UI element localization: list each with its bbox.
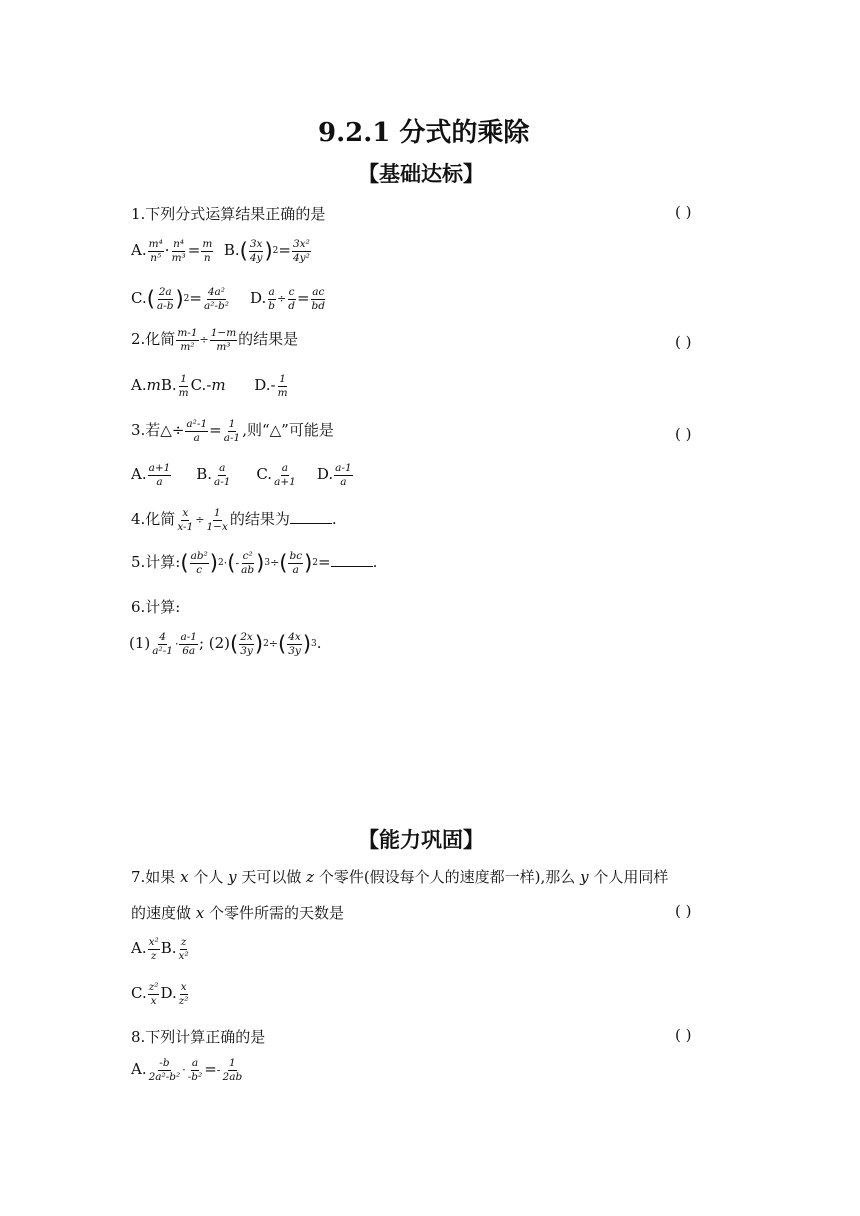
fraction — [178, 373, 190, 399]
denominator: b — [268, 299, 275, 312]
part-2-label: ; (2) — [198, 634, 231, 653]
question-7-line-1 — [131, 866, 668, 887]
denominator: m — [277, 386, 288, 399]
question-7-line-2 — [131, 902, 344, 923]
denominator: 2ab — [222, 1070, 243, 1083]
question-1-options-ab: A. $\frac{\text{m⁴}}{\text{n⁵}}$ · $\frac{\text{n⁴}}{\text{m³}}$ = $\frac{m}{n}$ B.( $\frac{3x}{4y}$ )2= $\frac{\text{3x²}}{\text{4y²}}$ — [131, 238, 310, 264]
left-paren: ( — [146, 287, 155, 312]
dot-sign: · — [223, 556, 228, 570]
right-paren: ) — [175, 287, 184, 312]
denominator: a — [340, 475, 347, 488]
question-4: 4.化简 $\frac{x}{x-1}$ ÷ $\frac{1}{1-x}$ 的结果为 . — [131, 507, 337, 533]
numerator: ab² — [190, 550, 208, 562]
numerator: a — [219, 462, 226, 474]
numerator: 4 — [159, 631, 166, 643]
fraction — [311, 286, 326, 312]
stem-text: 的结果是 — [238, 330, 299, 349]
answer-paren-3: ( ) — [675, 425, 692, 443]
fraction — [176, 327, 198, 353]
denominator: ab — [241, 563, 255, 576]
denominator: 4y — [249, 251, 263, 264]
var-y: y — [580, 868, 589, 886]
fraction — [287, 286, 296, 312]
divide-sign: ÷ — [270, 556, 280, 570]
option-c-label: C. — [131, 289, 147, 308]
option-a-label: A. — [131, 939, 147, 958]
left-paren: ( — [180, 551, 189, 576]
right-paren: ) — [264, 239, 273, 264]
numerator: a+1 — [148, 462, 171, 474]
fraction — [210, 327, 237, 353]
fraction — [148, 238, 164, 264]
divide-sign: ÷ — [268, 637, 279, 651]
denominator: 6a — [182, 644, 196, 657]
denominator: a — [193, 431, 200, 444]
question-5: 5.计算:( $\frac{\text{ab²}}{c}$ )2·(- $\frac{\text{c²}}{ab}$ )3÷( $\frac{bc}{a}$ )2= . — [131, 550, 378, 576]
question-1-stem: 1.下列分式运算结果正确的是 — [131, 205, 326, 223]
denominator: n⁵ — [150, 251, 162, 264]
question-7-options-cd — [131, 981, 190, 1007]
question-7-options-ab — [131, 936, 191, 962]
answer-paren-7: ( ) — [675, 902, 692, 920]
denominator: m³ — [171, 251, 186, 264]
minus-sign: - — [235, 556, 240, 570]
minus-sign: - — [216, 1063, 221, 1077]
divide-sign: ÷ — [195, 513, 205, 527]
left-paren: ( — [239, 239, 248, 264]
section-basic: 【基础达标】 — [358, 161, 484, 186]
denominator: -b² — [187, 1070, 203, 1083]
fraction — [148, 936, 160, 962]
numerator: 4x — [288, 631, 301, 643]
option-b-label: B. — [196, 465, 212, 484]
numerator: 1 — [228, 418, 236, 430]
stem-text: 2.化简 — [131, 330, 176, 349]
answer-paren-1: ( ) — [675, 203, 692, 221]
numerator: a-1 — [180, 631, 197, 643]
numerator: c — [288, 286, 295, 298]
fraction — [267, 286, 276, 312]
divide-sign: ÷ — [277, 292, 287, 306]
numerator: -b — [159, 1057, 170, 1069]
fraction — [178, 981, 190, 1007]
exponent: 3 — [311, 639, 317, 650]
question-2-stem — [131, 327, 298, 353]
fraction — [203, 286, 230, 312]
answer-paren-2: ( ) — [675, 333, 692, 351]
numerator: n⁴ — [173, 238, 185, 250]
question-8-stem: 8.下列计算正确的是 — [131, 1028, 266, 1046]
numerator: a — [191, 1057, 199, 1069]
denominator: m³ — [216, 340, 231, 353]
right-paren: ) — [304, 551, 313, 576]
numerator: x² — [148, 936, 159, 948]
page-title: 9.2.1 分式的乘除 — [318, 118, 530, 148]
numerator: 2x — [240, 631, 253, 643]
denominator: x-1 — [177, 520, 194, 533]
stem-text: 个人 — [188, 868, 229, 886]
option-b-label: B. — [160, 376, 177, 395]
denominator: x² — [178, 949, 189, 962]
fraction — [185, 418, 208, 444]
denominator: n — [203, 251, 211, 264]
option-a-label: A. — [131, 376, 147, 395]
numerator: 1−m — [210, 327, 237, 339]
left-paren: ( — [230, 632, 239, 657]
numerator: m — [202, 238, 213, 250]
fraction — [240, 550, 255, 576]
denominator: 2a²-b² — [148, 1070, 181, 1083]
left-paren: ( — [279, 551, 288, 576]
numerator: 2a — [158, 286, 172, 298]
exponent: 2 — [217, 558, 224, 569]
right-paren: ) — [209, 551, 218, 576]
denominator: d — [288, 299, 295, 312]
question-3-options — [131, 462, 354, 488]
fraction — [292, 238, 311, 264]
option-d-label: D. — [316, 465, 334, 484]
fraction — [179, 631, 198, 657]
stem-text: 个人用同样 — [588, 868, 669, 886]
option-c-label: C. — [131, 984, 147, 1003]
numerator: x — [182, 507, 189, 519]
right-paren: ) — [254, 632, 264, 657]
stem-text: ,则“△”可能是 — [242, 421, 334, 440]
exponent: 2 — [263, 639, 269, 650]
fraction — [178, 936, 190, 962]
option-a-label: A. — [131, 241, 147, 260]
option-a-label: A. — [131, 465, 147, 484]
denominator: a²-b² — [203, 299, 229, 312]
denominator: m — [178, 386, 189, 399]
fraction — [249, 238, 264, 264]
stem-text: 5.计算: — [131, 553, 181, 572]
fraction — [334, 462, 353, 488]
fraction — [273, 462, 297, 488]
fraction — [187, 1057, 203, 1083]
stem-text: 的速度做 — [131, 904, 196, 922]
exponent: 3 — [264, 558, 271, 569]
stem-text: 4.化简 — [131, 510, 176, 529]
question-2-options — [131, 373, 290, 399]
numerator: ac — [312, 286, 325, 298]
numerator: a²-1 — [186, 418, 208, 430]
part-1-label: (1) — [129, 634, 151, 653]
denominator: a+1 — [274, 475, 296, 488]
option-c-label: C.- — [190, 376, 212, 395]
var-z: z — [306, 868, 315, 886]
stem-text: 天可以做 — [236, 868, 307, 886]
answer-paren-8: ( ) — [675, 1026, 692, 1044]
exponent: 2 — [183, 294, 190, 305]
option-a-value: m — [146, 376, 161, 395]
denominator: c — [196, 563, 203, 576]
numerator: x — [180, 981, 187, 993]
dot-sign: · — [182, 1063, 186, 1077]
denominator: z — [150, 949, 157, 962]
denominator: a-1 — [223, 431, 241, 444]
option-c-label: C. — [256, 465, 273, 484]
fraction — [151, 631, 174, 657]
numerator: a — [281, 462, 289, 474]
denominator: 3y — [240, 644, 253, 657]
option-d-label: D. — [250, 289, 267, 308]
answer-blank[interactable] — [331, 554, 373, 567]
numerator: bc — [289, 550, 303, 562]
fraction — [148, 981, 160, 1007]
question-6-parts: (1) $\frac{4}{\text{a²-1}}$ · $\frac{a-1}{6a}$ ; (2)( $\frac{2x}{3y}$ )2÷( $\frac{4x}{3y}$ )3. — [129, 631, 322, 657]
fraction — [148, 1057, 182, 1083]
denominator: a-b — [156, 299, 174, 312]
option-d-label: D.- — [254, 376, 276, 395]
stem-text: 个零件所需的天数是 — [204, 904, 345, 922]
numerator: 1 — [229, 1057, 236, 1069]
fraction — [171, 238, 187, 264]
fraction — [222, 1057, 244, 1083]
fraction — [201, 238, 213, 264]
left-paren: ( — [278, 632, 287, 657]
option-a-label: A. — [131, 1060, 147, 1079]
numerator: 1 — [279, 373, 286, 385]
question-8-options: A. $\frac{-b}{\text{2a²-b²}}$ · $\frac{a}{\text{-b²}}$ =- $\frac{1}{2ab}$ — [131, 1057, 243, 1083]
numerator: 3x — [249, 238, 263, 250]
right-paren: ) — [256, 551, 265, 576]
section-ability: 【能力巩固】 — [358, 827, 484, 852]
divide-sign: ÷ — [199, 333, 209, 347]
fraction — [156, 286, 175, 312]
stem-text: 3.若△÷ — [131, 421, 185, 440]
stem-text: 的结果为 — [229, 510, 290, 529]
question-3-stem: 3.若△÷ $\frac{\text{a²-1}}{a}$ = $\frac{1}{a-1}$ ,则“△”可能是 — [131, 418, 334, 444]
denominator: 3y — [288, 644, 301, 657]
var-x: x — [180, 868, 189, 886]
denominator: 1−x — [206, 520, 228, 533]
numerator: z² — [148, 981, 159, 993]
var-x: x — [195, 904, 205, 922]
fraction — [213, 462, 232, 488]
left-paren: ( — [227, 551, 236, 576]
numerator: m-1 — [177, 327, 198, 339]
fraction — [277, 373, 289, 399]
fraction — [239, 631, 254, 657]
var-y: y — [228, 868, 237, 886]
fraction — [176, 507, 194, 533]
stem-text: 个零件(假设每个人的速度都一样),那么 — [314, 868, 581, 886]
numerator: z — [180, 936, 187, 948]
option-d-label: D. — [160, 984, 177, 1003]
fraction — [206, 507, 229, 533]
stem-text: 7.如果 — [131, 868, 181, 886]
numerator: 1 — [213, 507, 221, 519]
fraction — [287, 631, 302, 657]
numerator: 3x² — [292, 238, 310, 250]
option-b-label: B. — [223, 241, 240, 260]
denominator: z² — [178, 994, 189, 1007]
numerator: 1 — [180, 373, 187, 385]
right-paren: ) — [302, 632, 312, 657]
fraction — [223, 418, 242, 444]
denominator: a-1 — [214, 475, 231, 488]
denominator: x — [150, 994, 157, 1007]
exponent: 2 — [272, 246, 279, 257]
fraction — [148, 462, 172, 488]
option-b-label: B. — [160, 939, 177, 958]
numerator: a-1 — [335, 462, 352, 474]
fraction — [288, 550, 303, 576]
denominator: m² — [180, 340, 195, 353]
question-6-stem: 6.计算: — [131, 598, 181, 616]
denominator: bd — [311, 299, 325, 312]
numerator: a — [268, 286, 275, 298]
numerator: 4a² — [207, 286, 226, 298]
denominator: a²-1 — [152, 644, 173, 657]
fraction — [190, 550, 209, 576]
denominator: 4y² — [292, 251, 310, 264]
exponent: 2 — [312, 558, 319, 569]
numerator: c² — [242, 550, 253, 562]
option-c-value: m — [211, 376, 226, 395]
dot-sign: · — [174, 637, 179, 651]
question-1-options-cd: C.( $\frac{2a}{a-b}$ )2= $\frac{\text{4a²}}{\text{a²-b²}}$ D. $\frac{a}{b}$ ÷ $\frac{c}{d}$ = $\frac{ac}{bd}$ — [131, 286, 325, 312]
answer-blank[interactable] — [290, 511, 332, 524]
denominator: a — [292, 563, 299, 576]
denominator: a — [156, 475, 163, 488]
numerator: m⁴ — [148, 238, 163, 250]
